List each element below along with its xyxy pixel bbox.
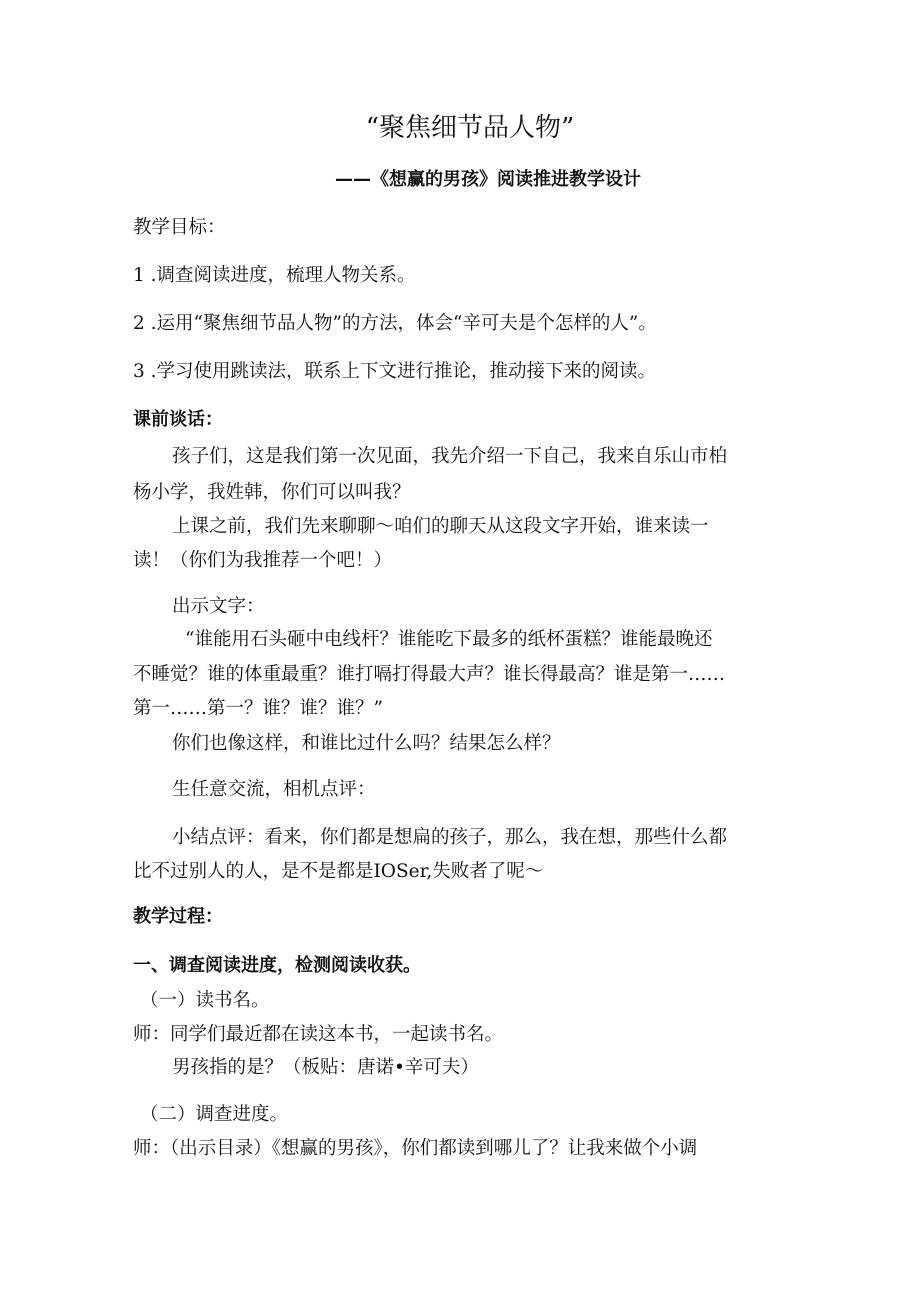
paragraph-line: 杨小学，我姓韩，你们可以叫我？ xyxy=(133,482,411,503)
section-heading: 一、调查阅读进度，检测阅读收获。 xyxy=(133,955,421,976)
subsection-heading: （二）调查进度。 xyxy=(140,1104,289,1125)
paragraph-line: 上课之前，我们先来聊聊～咱们的聊天从这段文字开始，谁来读一 xyxy=(172,516,709,537)
paragraph-line: 比不过别人的人，是不是都是IOSer,失败者了呢～ xyxy=(133,861,544,882)
subsection-heading: （一）读书名。 xyxy=(140,990,270,1011)
process-heading: 教学过程： xyxy=(133,906,223,927)
objective-item: 3 .学习使用跳读法，联系上下文进行推论，推动接下来的阅读。 xyxy=(133,361,657,382)
document-title: “聚焦细节品人物” xyxy=(365,113,575,143)
paragraph-line: 男孩指的是？（板贴：唐诺•辛可夫） xyxy=(172,1057,479,1078)
paragraph-line: 出示文字： xyxy=(172,596,265,617)
objective-item: 2 .运用“聚焦细节品人物”的方法，体会“辛可夫是个怎样的人”。 xyxy=(133,313,657,334)
objective-item: 1 .调查阅读进度，梳理人物关系。 xyxy=(133,265,416,286)
paragraph-line: 师：（出示目录）《想赢的男孩》，你们都读到哪儿了？让我来做个小调 xyxy=(133,1138,698,1159)
paragraph-line: 读！（你们为我推荐一个吧！） xyxy=(133,550,393,571)
paragraph-line: 师：同学们最近都在读这本书，一起读书名。 xyxy=(133,1024,504,1045)
paragraph-line: 小结点评：看来，你们都是想扁的孩子，那么，我在想，那些什么都 xyxy=(172,827,728,848)
paragraph-line: 你们也像这样，和谁比过什么吗？结果怎么样？ xyxy=(172,733,561,754)
objectives-heading: 教学目标： xyxy=(133,217,226,238)
paragraph-line: 孩子们，这是我们第一次见面，我先介绍一下自己，我来自乐山市柏 xyxy=(172,446,728,467)
quote-line: 第一……第一？谁？谁？谁？” xyxy=(133,698,383,719)
pretalk-heading: 课前谈话： xyxy=(133,409,223,430)
document-subtitle: ——《想赢的男孩》阅读推进教学设计 xyxy=(335,169,641,190)
quote-line: 不睡觉？谁的体重最重？谁打嗝打得最大声？谁长得最高？谁是第一…… xyxy=(133,664,726,685)
quote-line: “谁能用石头砸中电线杆？谁能吃下最多的纸杯蛋糕？谁能最晚还 xyxy=(185,629,713,650)
paragraph-line: 生任意交流，相机点评： xyxy=(172,779,376,800)
